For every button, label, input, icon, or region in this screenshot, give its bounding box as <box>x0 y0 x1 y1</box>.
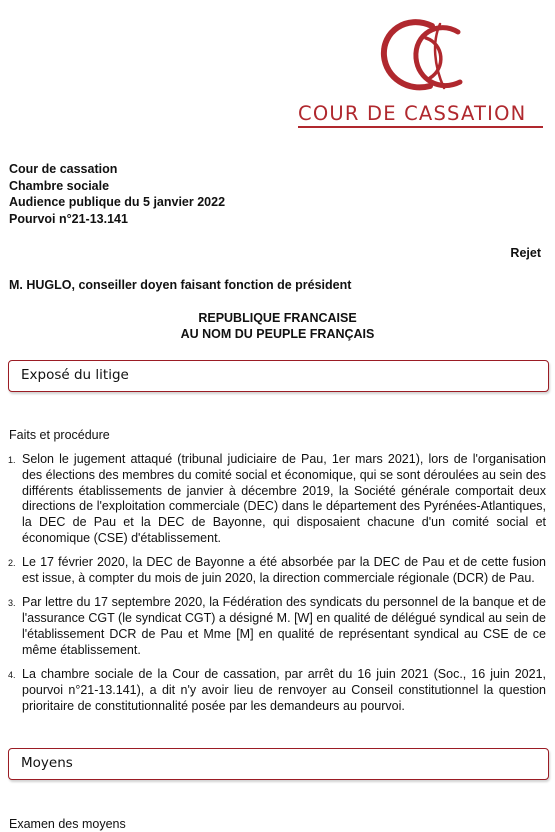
paragraph-number: 1. <box>8 455 16 465</box>
paragraph-list <box>0 452 555 723</box>
appeal-number: Pourvoi n°21-13.141 <box>9 211 128 226</box>
republic-line-2: AU NOM DU PEUPLE FRANÇAIS <box>180 327 375 341</box>
logo-text: COUR DE CASSATION <box>298 102 527 125</box>
cour-de-cassation-emblem <box>374 18 470 96</box>
paragraph-text: Le 17 février 2020, la DEC de Bayonne a été absorbée par la DEC de Pau et de cette fusion est issue, à compter du mois de juin 2020, la direction commerciale régionale (DCR) de Pau. <box>22 555 546 586</box>
paragraph-text: Par lettre du 17 septembre 2020, la Fédération des syndicats du personnel de la banque et de l'assurance CGT (le syndicat CGT) a désigné M. [W] en qualité de délégué syndical au sein de l'établissement DCR de Pau et Mme [M] en qualité de représentant syndical au CSE de ce même établissement. <box>22 595 546 657</box>
court-name: Cour de cassation <box>9 162 118 176</box>
presiding-judge: M. HUGLO, conseiller doyen faisant fonction de président <box>9 278 352 292</box>
paragraph-2 <box>0 555 555 587</box>
paragraph-number: 4. <box>8 670 16 681</box>
section-expose-du-litige[interactable] <box>8 360 549 392</box>
paragraph-3 <box>0 595 555 658</box>
examen-heading: Examen des moyens <box>9 817 126 831</box>
section-expose-title: Exposé du litige <box>21 367 129 383</box>
case-header <box>9 161 225 227</box>
faits-heading: Faits et procédure <box>9 428 110 442</box>
republic-line-1: REPUBLIQUE FRANCAISE <box>198 311 357 325</box>
paragraph-number: 2. <box>8 558 16 569</box>
section-moyens[interactable] <box>8 748 549 780</box>
decision-label: Rejet <box>510 246 541 260</box>
hearing-date: Audience publique du 5 janvier 2022 <box>9 195 226 209</box>
paragraph-1 <box>0 452 555 547</box>
logo-divider <box>298 126 543 128</box>
republic-heading <box>0 310 555 342</box>
paragraph-text: Selon le jugement attaqué (tribunal judiciaire de Pau, 1er mars 2021), lors de l'organisation des élections des membres du comité social et économique, qui se sont déroulées au sein des différents établissements de janvier à décembre 2019, la Société générale comportait deux directions de l'exploitation commerciale (DEC) dans le département des Pyrénées-Atlantiques, la DEC de Pau et la DEC de Bayonne, qui disposaient chacune d'un comité social et économique (CSE) d'établissement. <box>22 452 546 545</box>
section-moyens-title: Moyens <box>21 755 73 771</box>
chamber-name: Chambre sociale <box>9 178 110 193</box>
paragraph-4 <box>0 667 555 714</box>
paragraph-text: La chambre sociale de la Cour de cassation, par arrêt du 16 juin 2021 (Soc., 16 juin 2021, pourvoi n°21-13.141), a dit n'y avoir lieu de renvoyer au Conseil constitutionnel la question prioritaire de constitutionnalité posée par les demandeurs au pourvoi. <box>22 667 546 713</box>
paragraph-number: 3. <box>8 598 16 609</box>
court-logo <box>298 18 543 128</box>
